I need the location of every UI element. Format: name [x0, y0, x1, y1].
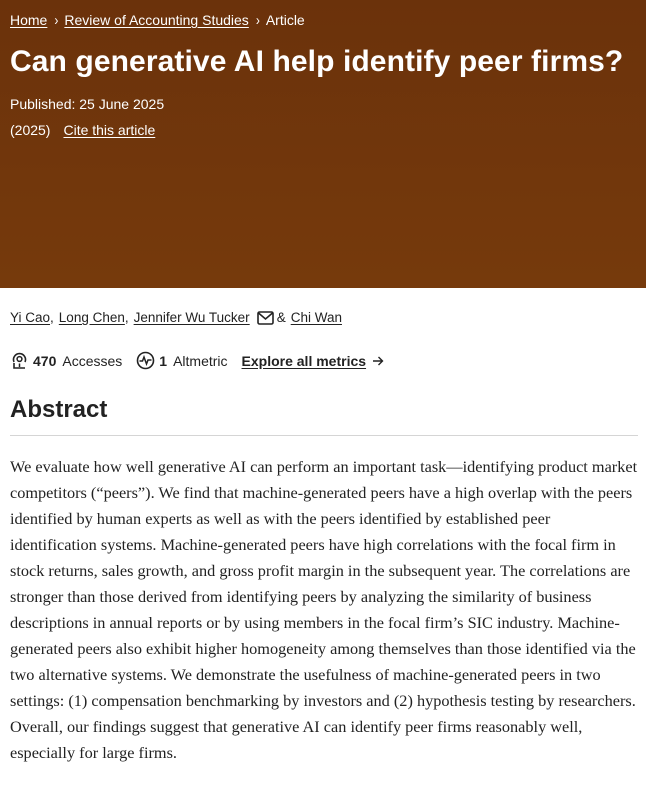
- download-icon: [10, 351, 29, 370]
- section-divider: [10, 435, 638, 436]
- explore-metrics-link[interactable]: [242, 353, 385, 369]
- breadcrumb-journal[interactable]: Review of Accounting Studies: [64, 12, 249, 28]
- altmetric-metric: [136, 351, 227, 370]
- author-list: [10, 310, 342, 325]
- abstract-heading: Abstract: [10, 396, 108, 423]
- breadcrumb: [10, 10, 636, 30]
- author-separator: ,: [50, 310, 54, 325]
- author-link[interactable]: Yi Cao: [10, 310, 51, 325]
- abstract-text: We evaluate how well generative AI can perform an important task—identifying product market competitors (“peers”). We find that machine-generated peers have a high overlap with the peers identified by human experts as well as with the peers identified by established peer identification systems. Machine-generated peers have high correlations with the focal firm in stock returns, sales growth, and gross profit margin in the subsequent year. The correlations are stronger than those derived from identifying peers by analyzing the similarity of business descriptions in annual reports or by using members in the focal firm’s SIC industry. Machine-generated peers also exhibit higher homogeneity among themselves than those identified via the two alternative systems. We demonstrate the usefulness of machine-generated peers in two settings: (1) compensation benchmarking by investors and (2) hypothesis testing by researchers. Overall, our findings suggest that generative AI can identify peer firms reasonably well, especially for large firms.: [10, 457, 638, 762]
- volume-year: (2025): [10, 122, 51, 138]
- author-separator: ,: [124, 310, 129, 325]
- accesses-metric: [10, 351, 122, 370]
- article-hero: [0, 0, 646, 288]
- published-date: Published: 25 June 2025: [10, 96, 165, 112]
- author-ampersand: &: [276, 310, 286, 325]
- citation-row: [10, 120, 636, 140]
- article-title: Can generative AI help identify peer firms?: [10, 45, 624, 78]
- envelope-icon[interactable]: [257, 311, 274, 325]
- altmetric-label: Altmetric: [173, 352, 228, 369]
- author-link[interactable]: Chi Wan: [290, 310, 342, 325]
- altmetric-count: 1: [159, 352, 168, 369]
- explore-metrics-label: Explore all metrics: [241, 352, 367, 369]
- breadcrumb-home[interactable]: Home: [10, 12, 48, 28]
- breadcrumb-current: Article: [265, 12, 305, 28]
- article-metrics: [10, 351, 384, 370]
- altmetric-icon: [136, 351, 155, 370]
- author-link[interactable]: Jennifer Wu Tucker: [133, 310, 250, 325]
- author-link[interactable]: Long Chen: [58, 310, 125, 325]
- accesses-label: Accesses: [62, 352, 123, 369]
- cite-this-article-link[interactable]: Cite this article: [63, 122, 156, 138]
- accesses-count: 470: [33, 352, 57, 369]
- chevron-right-icon: ›: [255, 11, 260, 29]
- arrow-right-icon: [372, 356, 384, 366]
- chevron-right-icon: ›: [54, 11, 59, 29]
